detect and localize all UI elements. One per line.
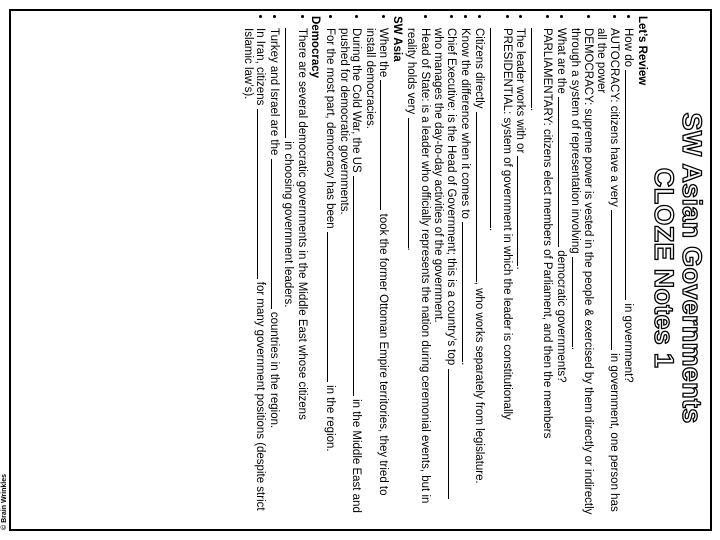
section-heading-sw-asia: SW Asia [390, 16, 403, 62]
list-item: • What are the democratic governments? [554, 28, 568, 520]
list-item: • For the most part, democracy has been in the region. [323, 28, 337, 520]
list-item: • AUTOCRACY: citizens have a very in government, one person has all the power [595, 28, 621, 520]
list-item: • Head of State: is a leader who officially represents the nation during ceremonial events, but in reality holds very . [405, 28, 431, 520]
democracy-list [241, 16, 308, 520]
list-item: • There are several democratic governments in the Middle East whose citizens in choosing government leaders. [282, 28, 308, 520]
section-heading-democracy: Democracy [308, 16, 321, 79]
list-item: • Turkey and Israel are the countries in the region. [268, 28, 282, 520]
list-item: • Citizens directly , who works separately from legislature. [472, 28, 486, 520]
list-item: • Know the difference when it comes to . [458, 28, 472, 520]
list-item: • DEMOCRACY: supreme power is vested in the people & exercised by them directly or indirectly through a system of representation involving . [568, 28, 594, 520]
lets-review-list [405, 16, 635, 520]
list-item: • In Iran, citizens for many government positions (despite strict Islamic law’s). [241, 28, 267, 520]
sw-asia-list [323, 16, 390, 520]
list-item: • PARLIAMENTARY: citizens elect members of Parliament, and then the members . [527, 28, 553, 520]
notes-sheet [10, 10, 710, 530]
list-item: • PRESIDENTIAL: system of government in which the leader is constitutionally . [486, 28, 512, 520]
list-item: • How do in government? [621, 28, 635, 520]
title-line-2: CLOZE Notes 1 [649, 167, 679, 369]
list-item: • When the took the former Ottoman Empire territories, they tried to install democracies. [364, 28, 390, 520]
section-heading-lets-review: Let’s Review [636, 16, 648, 86]
copyright-notice: © Brain Wrinkles [1, 474, 8, 530]
list-item: • During the Cold War, the US in the Middle East and pushed for democratic governments. [337, 28, 363, 520]
list-item: • Chief Executive: is the Head of Government; this is a country’s top who manages the day-to-day activities of the government. [432, 28, 458, 520]
title-line-1: SW Asian Governments [677, 112, 707, 424]
list-item: • The leader works with or . [513, 28, 527, 520]
